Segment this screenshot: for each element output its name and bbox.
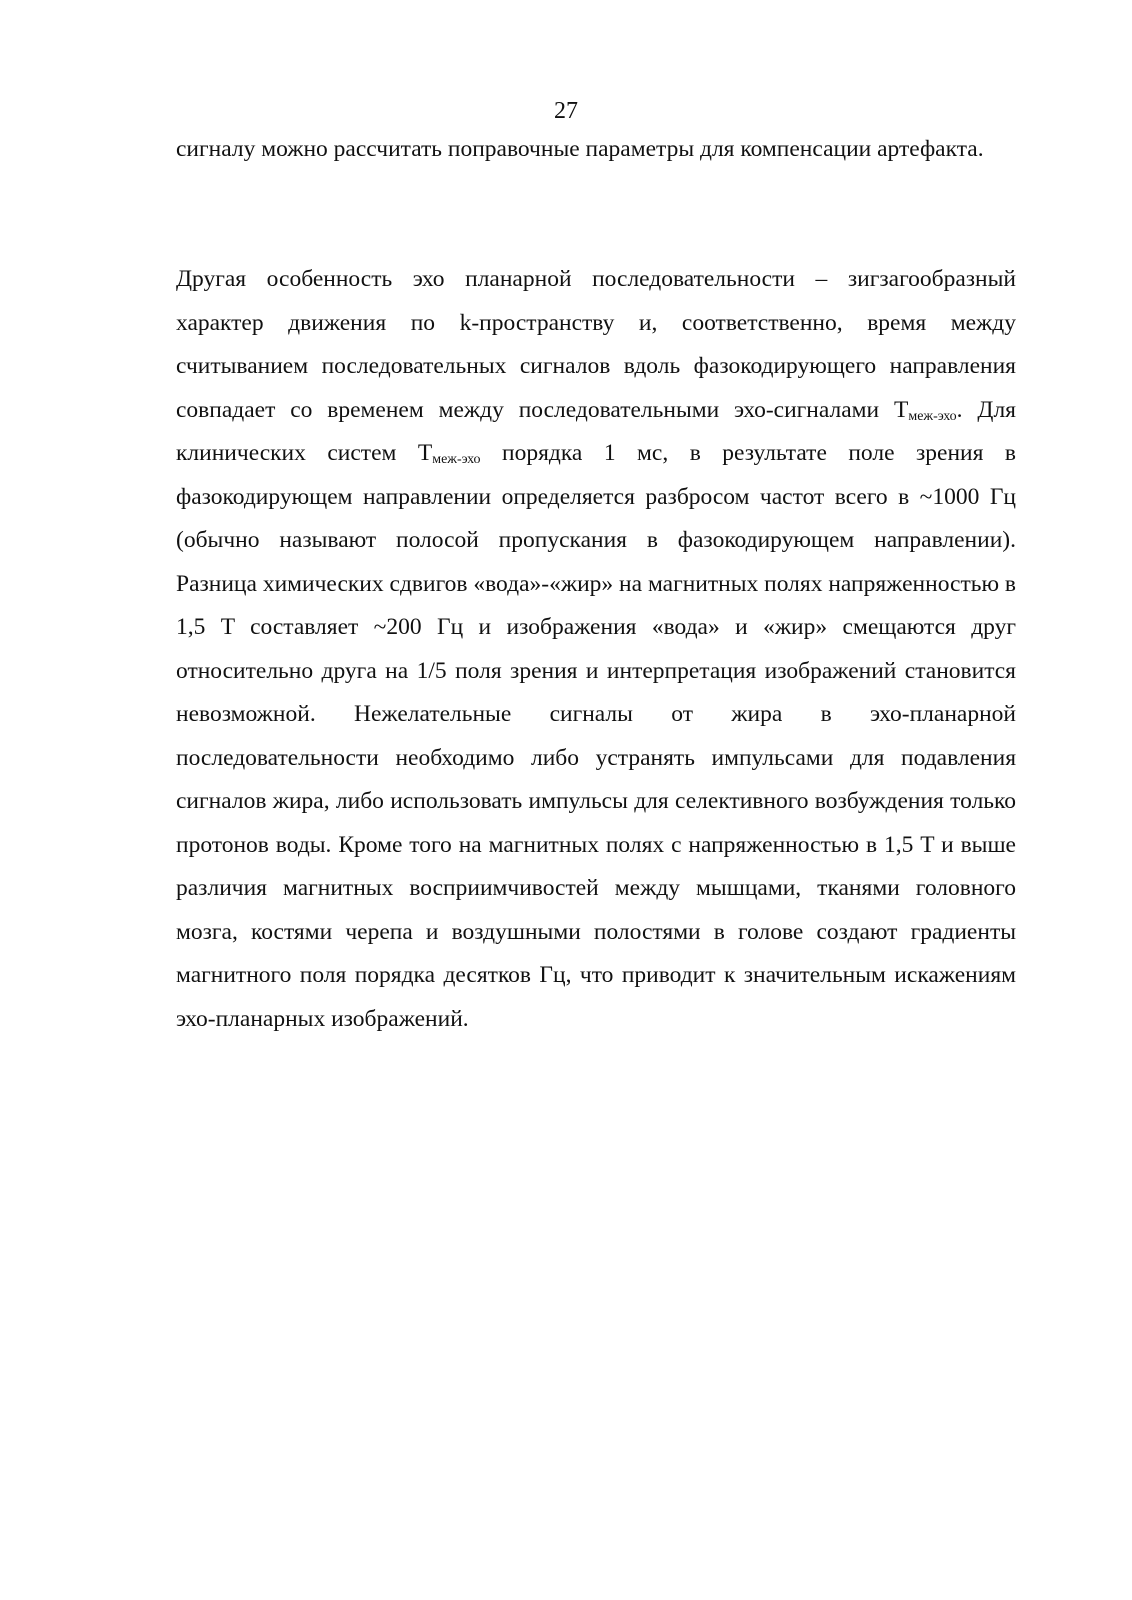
subscript-inter-echo: меж-эхо <box>908 408 957 424</box>
paragraph-epi-features <box>176 258 1016 1041</box>
paragraph-text-segment: . Для клинических систем T <box>176 396 1016 466</box>
paragraph-continuation: сигналу можно рассчитать поправочные параметры для компенсации артефакта. <box>176 136 984 162</box>
paragraph-text-segment: Другая особенность эхо планарной последовательности – зигзагообразный характер движения по k-пространству и, соответственно, время между считыванием последовательных сигналов вдоль фазокодирующего направления совпадает со временем между последовательными эхо-сигналами T <box>176 266 1016 423</box>
paragraph-text-segment: порядка 1 мс, в результате поле зрения в фазокодирующем направлении определяется разбросом частот всего в ~1000 Гц (обычно называют полосой пропускания в фазокодирующем направлении). Разница химических сдвигов «вода»-«жир» на магнитных полях напряженностью в 1,5 T составляет ~200 Гц и изображения «вода» и «жир» смещаются друг относительно друга на 1/5 поля зрения и интерпретация изображений становится невозможной. Нежелательные сигналы от жира в эхо-планарной последовательности необходимо либо устранять импульсами для подавления сигналов жира, либо использовать импульсы для селективного возбуждения только протонов воды. Кроме того на магнитных полях с напряженностью в 1,5 T и выше различия магнитных восприимчивостей между мышцами, тканями головного мозга, костями черепа и воздушными полостями в голове создают градиенты магнитного поля порядка десятков Гц, что приводит к значительным искажениям эхо-планарных изображений. <box>176 440 1017 1032</box>
page-number: 27 <box>554 98 578 124</box>
subscript-inter-echo: меж-эхо <box>432 452 481 467</box>
